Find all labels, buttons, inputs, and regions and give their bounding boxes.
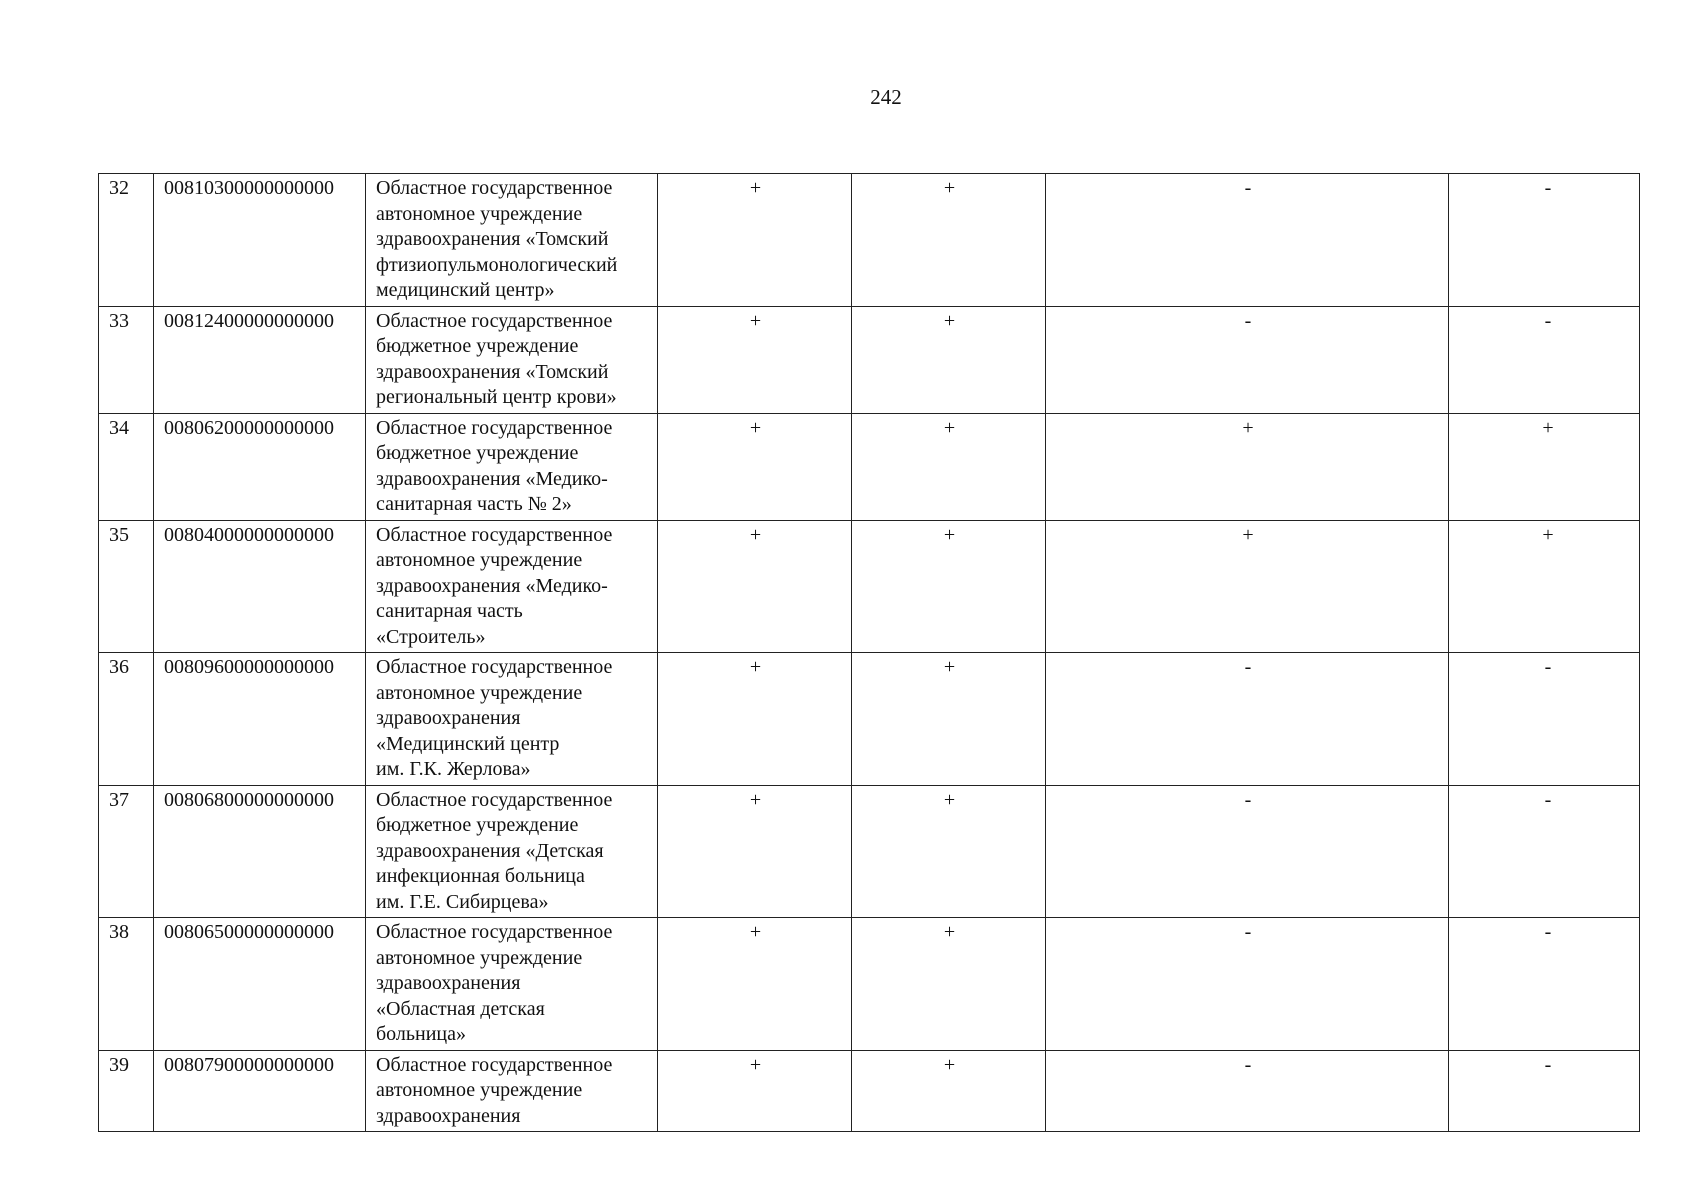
mark-cell: - — [1449, 306, 1640, 413]
mark-cell: - — [1046, 785, 1449, 918]
mark-cell: + — [1046, 413, 1449, 520]
institution-name-line: Областное государственное — [376, 309, 613, 332]
institution-name-line: бюджетное учреждение — [376, 335, 579, 357]
table-row — [99, 520, 1640, 653]
table-row — [99, 174, 1640, 307]
mark-cell: + — [852, 413, 1046, 520]
mark-cell: - — [1449, 785, 1640, 918]
mark-cell: + — [852, 1050, 1046, 1132]
institution-name-line: Областное государственное — [376, 1053, 613, 1076]
row-number: 38 — [99, 918, 154, 1051]
institution-code: 00806500000000000 — [154, 918, 366, 1051]
institution-code: 00806800000000000 — [154, 785, 366, 918]
institution-code: 00810300000000000 — [154, 174, 366, 307]
institution-name-line: санитарная часть № 2» — [376, 493, 572, 515]
institution-name-line: им. Г.К. Жерлова» — [376, 758, 531, 780]
registry-table — [98, 173, 1640, 1132]
row-number: 39 — [99, 1050, 154, 1132]
institution-name-line: Областное государственное — [376, 656, 613, 678]
table-row — [99, 413, 1640, 520]
institution-name-line: автономное учреждение — [376, 681, 583, 704]
row-number: 32 — [99, 174, 154, 307]
institution-name-line: Областное государственное — [376, 416, 613, 439]
institution-name-line: здравоохранения «Детская — [376, 839, 604, 862]
institution-name-line: бюджетное учреждение — [376, 814, 579, 836]
institution-name-line: санитарная часть — [376, 600, 523, 622]
institution-code: 00807900000000000 — [154, 1050, 366, 1132]
institution-name-line: автономное учреждение — [376, 549, 583, 571]
mark-cell: + — [658, 174, 852, 307]
mark-cell: + — [658, 520, 852, 653]
institution-name — [366, 785, 658, 918]
institution-name-line: здравоохранения «Томский — [376, 360, 609, 383]
row-number: 37 — [99, 785, 154, 918]
institution-name-line: им. Г.Е. Сибирцева» — [376, 890, 549, 913]
institution-name-line: «Медицинский центр — [376, 732, 560, 755]
institution-name — [366, 653, 658, 786]
row-number: 34 — [99, 413, 154, 520]
table-row — [99, 1050, 1640, 1132]
institution-name-line: автономное учреждение — [376, 202, 583, 225]
mark-cell: + — [852, 306, 1046, 413]
mark-cell: + — [852, 785, 1046, 918]
mark-cell: + — [658, 413, 852, 520]
institution-code: 00812400000000000 — [154, 306, 366, 413]
mark-cell: + — [658, 653, 852, 786]
institution-code: 00809600000000000 — [154, 653, 366, 786]
table-row — [99, 653, 1640, 786]
mark-cell: + — [852, 653, 1046, 786]
institution-name — [366, 174, 658, 307]
mark-cell: + — [658, 306, 852, 413]
row-number: 35 — [99, 520, 154, 653]
institution-name-line: Областное государственное — [376, 788, 613, 811]
mark-cell: + — [1449, 520, 1640, 653]
row-number: 33 — [99, 306, 154, 413]
table-row — [99, 306, 1640, 413]
institution-name-line: больница» — [376, 1023, 466, 1045]
mark-cell: - — [1449, 174, 1640, 307]
institution-name — [366, 520, 658, 653]
mark-cell: - — [1046, 306, 1449, 413]
institution-name-line: Областное государственное — [376, 921, 613, 943]
institution-name-line: здравоохранения «Томский — [376, 228, 609, 250]
mark-cell: - — [1449, 1050, 1640, 1132]
institution-name-line: автономное учреждение — [376, 946, 583, 969]
institution-name-line: здравоохранения «Медико- — [376, 574, 608, 597]
mark-cell: + — [658, 918, 852, 1051]
institution-name-line: автономное учреждение — [376, 1079, 583, 1101]
mark-cell: - — [1046, 1050, 1449, 1132]
institution-name — [366, 918, 658, 1051]
mark-cell: - — [1046, 653, 1449, 786]
mark-cell: + — [852, 520, 1046, 653]
mark-cell: + — [658, 1050, 852, 1132]
institution-name-line: здравоохранения — [376, 972, 521, 994]
institution-name-line: Областное государственное — [376, 523, 613, 546]
mark-cell: - — [1046, 918, 1449, 1051]
row-number: 36 — [99, 653, 154, 786]
institution-name-line: здравоохранения — [376, 1104, 521, 1127]
page-number: 242 — [870, 85, 902, 109]
institution-name-line: фтизиопульмонологический — [376, 253, 618, 276]
table-row — [99, 918, 1640, 1051]
mark-cell: - — [1449, 918, 1640, 1051]
mark-cell: + — [852, 174, 1046, 307]
mark-cell: - — [1449, 653, 1640, 786]
table-row — [99, 785, 1640, 918]
institution-name-line: бюджетное учреждение — [376, 442, 579, 464]
institution-name-line: медицинский центр» — [376, 279, 555, 301]
institution-name-line: здравоохранения «Медико- — [376, 467, 608, 490]
mark-cell: + — [658, 785, 852, 918]
mark-cell: - — [1046, 174, 1449, 307]
institution-name — [366, 413, 658, 520]
institution-name-line: Областное государственное — [376, 177, 613, 199]
institution-name-line: инфекционная больница — [376, 865, 585, 887]
institution-name — [366, 1050, 658, 1132]
institution-code: 00806200000000000 — [154, 413, 366, 520]
institution-code: 00804000000000000 — [154, 520, 366, 653]
mark-cell: + — [1046, 520, 1449, 653]
institution-name-line: региональный центр крови» — [376, 386, 617, 408]
table-body — [99, 174, 1640, 1132]
mark-cell: + — [1449, 413, 1640, 520]
institution-name-line: «Строитель» — [376, 625, 486, 648]
institution-name — [366, 306, 658, 413]
mark-cell: + — [852, 918, 1046, 1051]
institution-name-line: «Областная детская — [376, 997, 545, 1020]
institution-name-line: здравоохранения — [376, 707, 521, 729]
